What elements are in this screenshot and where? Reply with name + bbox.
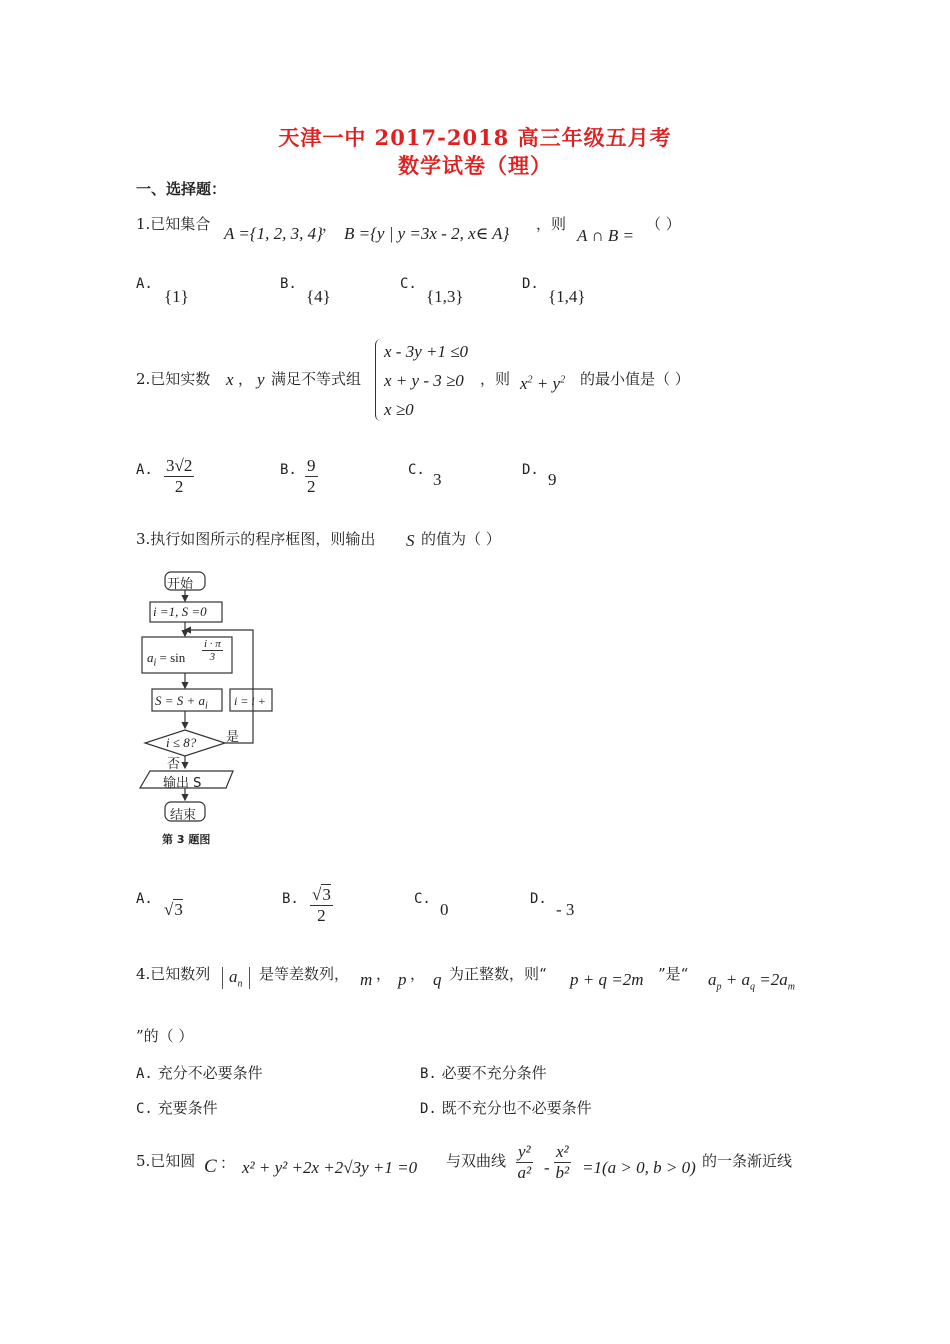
q5-circle-eq: x² + y² +2x +2√3y +1 =0 (242, 1158, 418, 1177)
q2-y: y (552, 374, 561, 393)
q3-option-a-val: 3 (174, 900, 183, 919)
flow-yes: 是 (226, 730, 240, 745)
q2-ineq-1: x - 3y +1 ≤0 (384, 342, 469, 361)
q4-am: =2a (759, 970, 788, 989)
flow-assign-num: i · π (204, 638, 221, 650)
q4-option-d (420, 1097, 592, 1118)
q5-frac-2-den: b² (555, 1163, 570, 1182)
q4-seq (222, 967, 250, 989)
q1-option-c: {1,3} (426, 287, 464, 306)
q1-set-a: A ={1, 2, 3, 4} (224, 224, 323, 243)
exam-title: 天津一中 2017-2018 高三年级五月考 (278, 125, 672, 150)
q2-option-c-label: C. (408, 462, 425, 478)
q2-var-y: y (257, 370, 265, 389)
q2-var-x: x (226, 370, 234, 389)
q3-tail: 的值为（ ） (421, 530, 501, 548)
q4-aq-sub: q (749, 981, 755, 993)
q4-option-a (136, 1062, 263, 1083)
q2-option-b-label: B. (280, 462, 297, 478)
flow-caption: 第 3 题图 (162, 833, 211, 846)
q3-var-s: S (406, 531, 415, 550)
q2-option-a-label: A. (136, 462, 153, 478)
flow-assign-lhs: a (147, 650, 154, 665)
q2-ineq-2: x + y - 3 ≥0 (384, 371, 464, 390)
q4-cond: 为正整数，则“ (449, 965, 547, 983)
flow-end: 结束 (170, 808, 197, 823)
q4-ap-sub: p (716, 981, 722, 993)
q2-plus: + (536, 374, 549, 393)
q3-option-c: 0 (440, 900, 449, 919)
q4-ap: a (708, 970, 717, 989)
q2-expr (520, 374, 565, 394)
q3-option-b-den: 2 (317, 906, 326, 925)
q3-option-b-label: B. (282, 891, 299, 907)
section-label: 一、选择题： (136, 180, 227, 198)
q2-option-d: 9 (548, 470, 557, 489)
flow-assign-eq: = sin (159, 650, 186, 665)
q4-option-c (136, 1097, 218, 1118)
q1-option-a: {1} (164, 287, 189, 306)
q5-mid: 与双曲线 (446, 1152, 507, 1170)
q2-option-a-den: 2 (174, 477, 184, 496)
q3-option-b-num: √3 (312, 885, 331, 904)
q5-frac-1-den: a² (517, 1163, 532, 1182)
flow-assign-den: 3 (209, 651, 216, 663)
q3-option-a-label: A. (136, 891, 153, 907)
q2-option-b-den: 2 (307, 477, 316, 496)
flow-incr: i = i + (234, 694, 266, 708)
q1-option-b-label: B. (280, 276, 297, 292)
q5-minus: - (544, 1158, 550, 1177)
q1-option-c-label: C. (400, 276, 417, 292)
flow-sum (155, 693, 208, 712)
q3-option-d-label: D. (530, 891, 547, 907)
q4-tail: ”的（ ） (136, 1027, 194, 1045)
q2-tail: 的最小值是（ ） (580, 370, 690, 388)
q4-am-sub: m (787, 981, 795, 993)
q2-x: x (520, 374, 528, 393)
q1-option-b: {4} (306, 287, 331, 306)
q4-option-d-label: D. (420, 1101, 437, 1117)
q2-option-a (164, 456, 194, 497)
flow-assign-sub: i (153, 657, 157, 669)
q4-option-b-label: B. (420, 1066, 437, 1082)
flow-sum-sub: i (205, 700, 208, 712)
q1-then: ，则 (536, 215, 567, 233)
q5-stem: 5.已知圆 (136, 1152, 196, 1170)
q2-comma: ， (238, 370, 254, 388)
q2-system-brace (375, 339, 382, 421)
q4-stem: 4.已知数列 (136, 965, 211, 983)
q4-comma2: ， (410, 965, 426, 983)
flow-cond: i ≤ 8? (166, 735, 197, 750)
q4-comma1: ， (376, 965, 392, 983)
q1-stem: 1.已知集合 (136, 215, 211, 233)
q3-option-b (310, 885, 333, 926)
q3-option-a: √3 (164, 900, 183, 919)
q4-option-a-label: A. (136, 1066, 153, 1082)
q2-option-b (305, 456, 318, 497)
q2-x-exp: 2 (527, 374, 533, 386)
q4-var-q: q (433, 970, 442, 989)
q5-frac-1 (516, 1142, 533, 1183)
q5-var-c: C (204, 1156, 217, 1177)
q5-rhs: =1(a > 0, b > 0) (582, 1158, 696, 1177)
q5-colon: ： (220, 1154, 236, 1172)
q5-frac-2-num: x² (556, 1142, 569, 1161)
q4-option-b (420, 1062, 547, 1083)
flow-sum-text: S = S + a (155, 693, 206, 708)
flow-assign (147, 650, 185, 669)
q2-y-exp: 2 (560, 374, 566, 386)
q4-var-p: p (398, 970, 407, 989)
q2-then: ，则 (480, 370, 511, 388)
q1-option-a-label: A. (136, 276, 153, 292)
flow-init: i =1, S =0 (153, 604, 207, 619)
q2-option-b-num: 9 (307, 456, 316, 475)
q4-option-a-text: 充分不必要条件 (157, 1064, 263, 1082)
q4-expr2 (708, 970, 795, 992)
q4-var-m: m (360, 970, 373, 989)
q3-option-d: - 3 (556, 900, 575, 919)
q5-tail: 的一条渐近线 (702, 1152, 793, 1170)
q4-is: ”是“ (658, 965, 689, 983)
q4-aq: + a (725, 970, 750, 989)
q1-option-d: {1,4} (548, 287, 586, 306)
q1-set-b: B ={y | y =3x - 2, x∈ A} (344, 224, 510, 243)
q4-option-d-text: 既不充分也不必要条件 (441, 1099, 592, 1117)
q5-frac-2 (554, 1142, 571, 1183)
q2-stem: 2.已知实数 (136, 370, 211, 388)
flow-output: 输出 S (163, 776, 202, 791)
q4-an-sub: n (237, 978, 243, 990)
q4-an: a (229, 967, 238, 986)
q2-option-c: 3 (433, 470, 442, 489)
flow-assign-frac (202, 638, 223, 663)
q3-option-c-label: C. (414, 891, 431, 907)
q2-cond: 满足不等式组 (271, 370, 362, 388)
q2-option-d-label: D. (522, 462, 539, 478)
flow-start: 开始 (167, 577, 194, 592)
q1-sep: ， (322, 216, 338, 234)
q1-expr: A ∩ B = (577, 226, 634, 245)
q1-option-d-label: D. (522, 276, 539, 292)
q4-option-c-text: 充要条件 (157, 1099, 218, 1117)
q4-option-b-text: 必要不充分条件 (441, 1064, 547, 1082)
q3-stem: 3.执行如图所示的程序框图，则输出 (136, 530, 376, 548)
q4-option-c-label: C. (136, 1101, 153, 1117)
q2-option-a-num: 3√2 (166, 456, 193, 475)
q1-paren: （ ） (646, 215, 681, 233)
q4-expr1: p + q =2m (570, 970, 644, 989)
flow-no: 否 (167, 757, 181, 772)
q3-option-b-num-val: 3 (322, 885, 331, 904)
q4-mid: 是等差数列， (259, 965, 350, 983)
q5-frac-1-num: y² (518, 1142, 531, 1161)
q2-ineq-3: x ≥0 (384, 400, 414, 419)
exam-subtitle: 数学试卷（理） (398, 153, 552, 178)
